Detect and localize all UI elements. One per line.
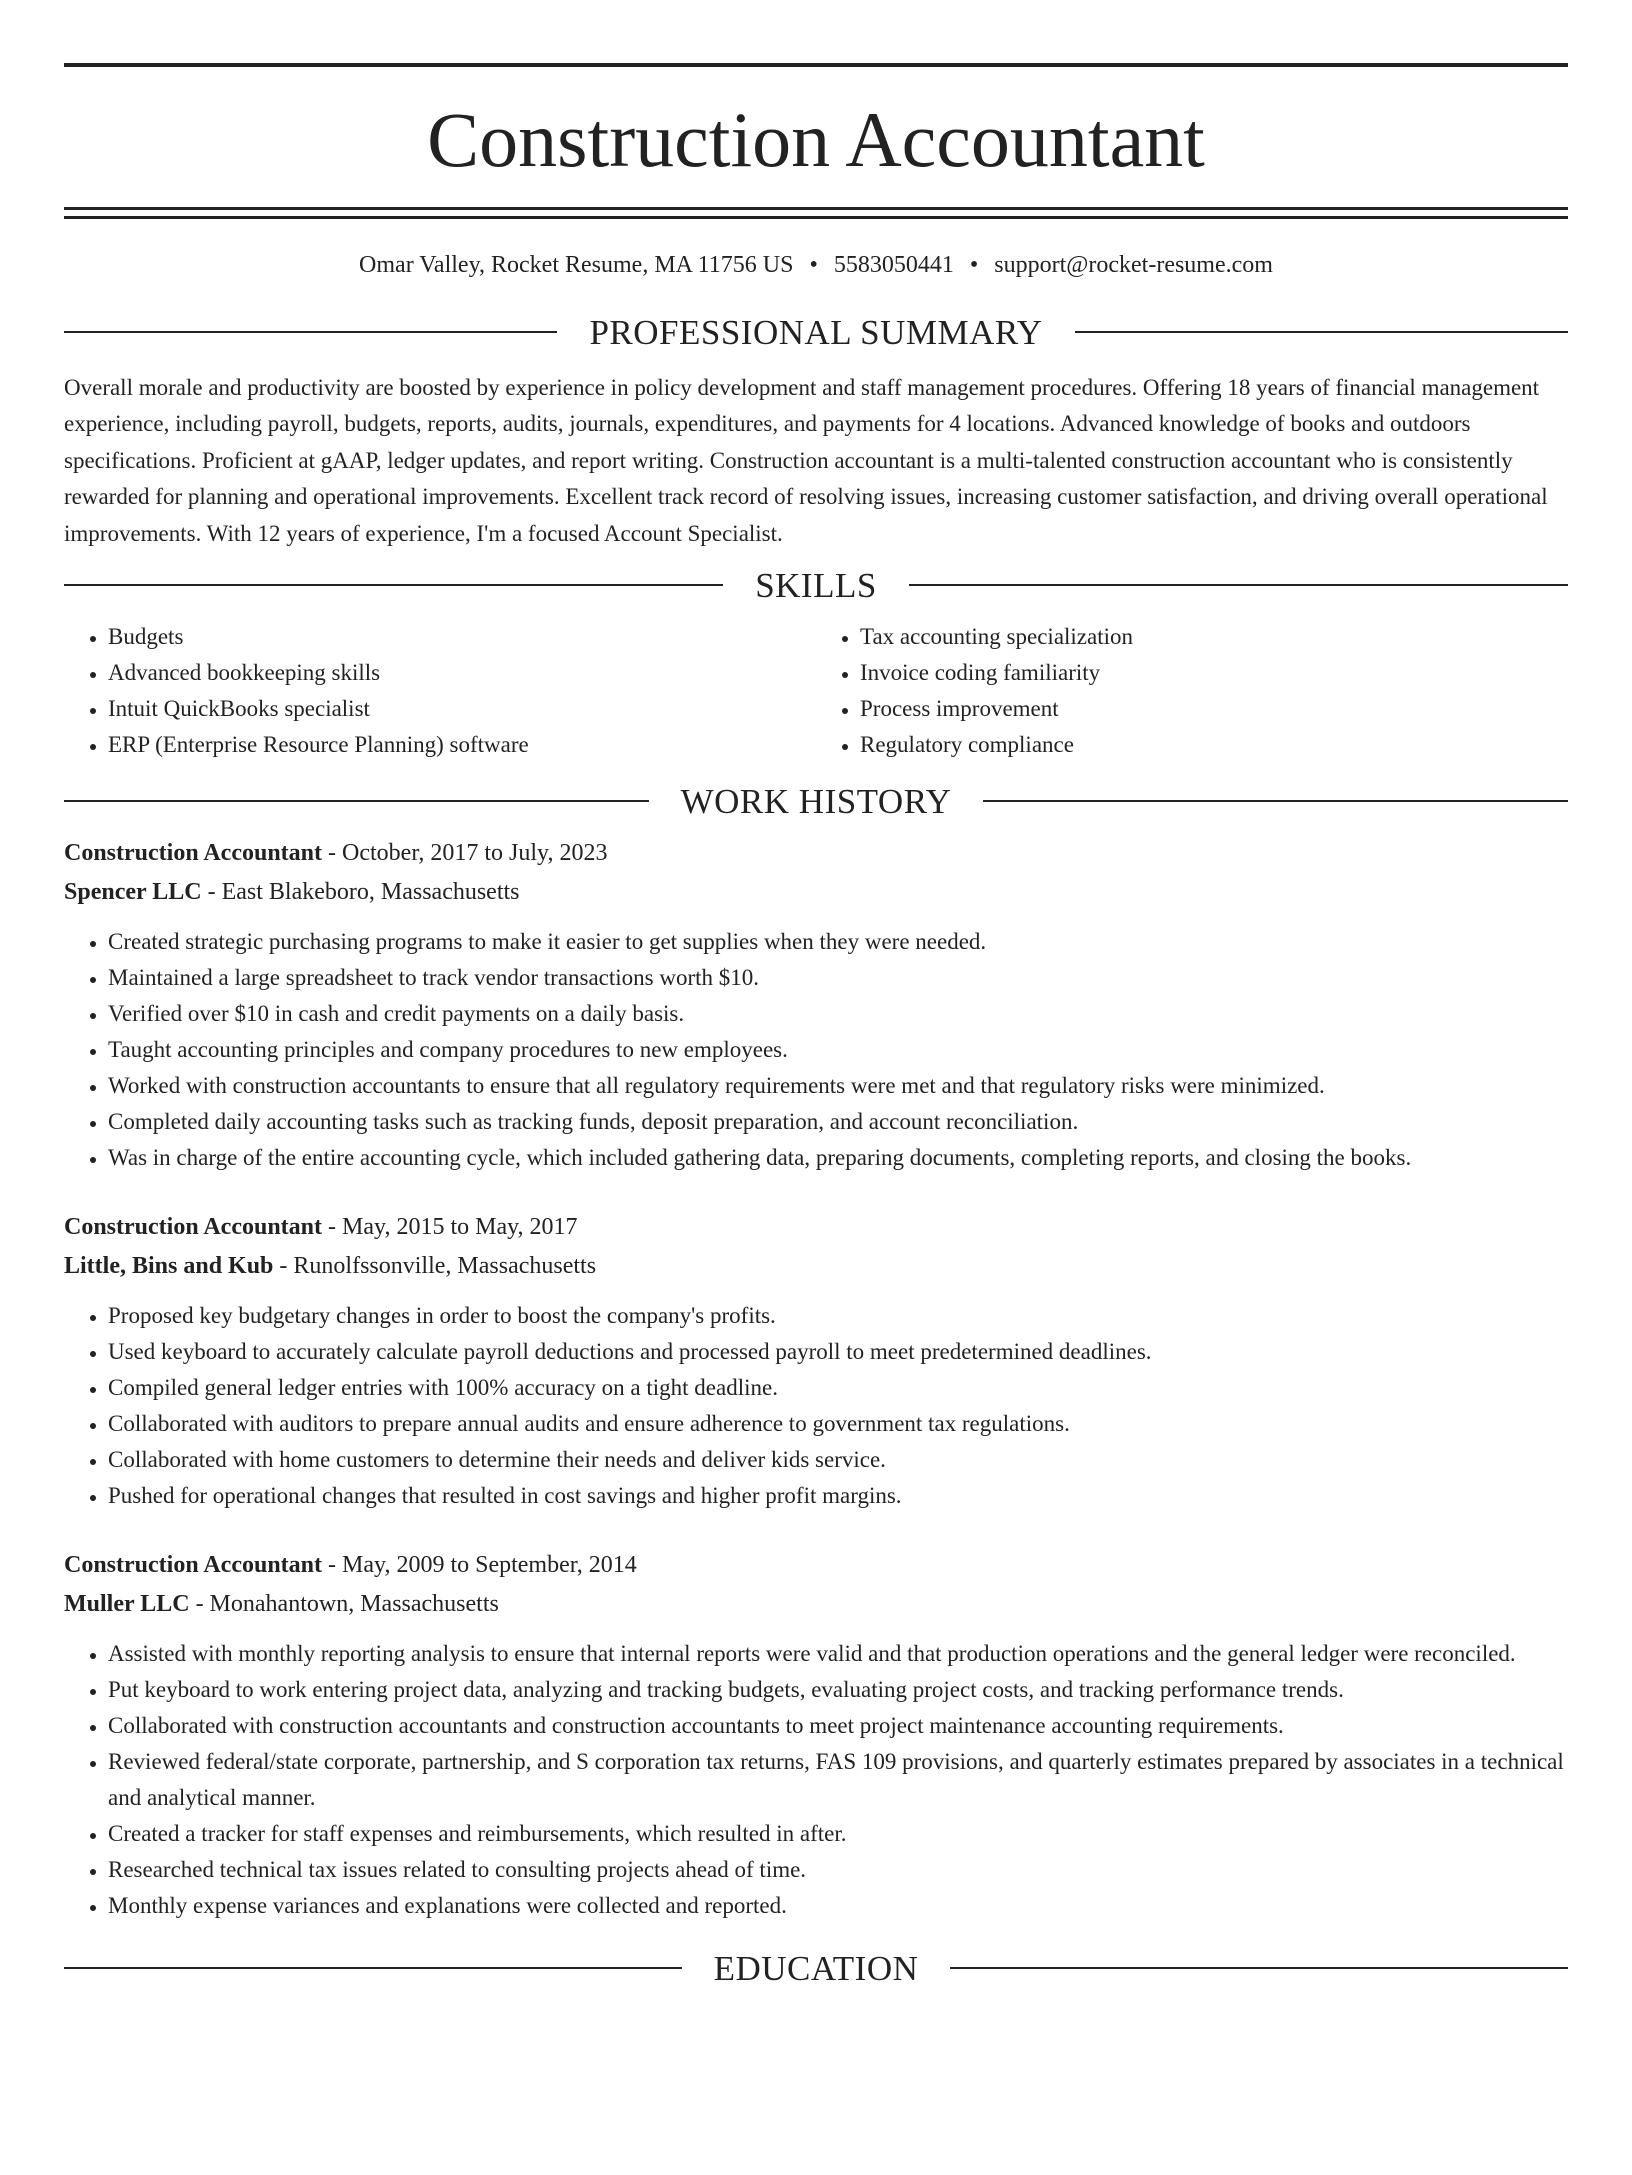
work-heading — [64, 781, 1568, 821]
job-location: - Monahantown, Massachusetts — [189, 1591, 499, 1618]
job-dates: - October, 2017 to July, 2023 — [322, 840, 608, 867]
skills-heading-label: SKILLS — [755, 565, 877, 605]
skills-column-right — [816, 619, 1568, 763]
skill-item: • Process improvement — [860, 691, 1568, 727]
job-company: Muller LLC — [64, 1591, 190, 1618]
job-company-line — [64, 1585, 1568, 1624]
job-bullet: • Created a tracker for staff expenses and reimbursements, which resulted in after. — [108, 1816, 1568, 1852]
skill-item: • Regulatory compliance — [860, 727, 1568, 763]
job-bullet: • Taught accounting principles and company procedures to new employees. — [108, 1032, 1568, 1068]
heading-rule-right — [909, 584, 1568, 586]
job-company-line — [64, 1247, 1568, 1286]
job-entry — [64, 1208, 1568, 1514]
job-bullet: • Put keyboard to work entering project data, analyzing and tracking budgets, evaluating project costs, and tracking performance trends. — [108, 1672, 1568, 1708]
summary-heading-label: PROFESSIONAL SUMMARY — [589, 312, 1043, 352]
heading-rule-right — [950, 1967, 1568, 1969]
job-company: Spencer LLC — [64, 879, 202, 906]
skill-item: • Budgets — [108, 619, 816, 655]
job-bullet: • Researched technical tax issues related to consulting projects ahead of time. — [108, 1852, 1568, 1888]
skill-item: • ERP (Enterprise Resource Planning) software — [108, 727, 816, 763]
heading-rule-left — [64, 331, 557, 333]
job-title: Construction Accountant — [64, 1214, 323, 1241]
summary-text: Overall morale and productivity are boosted by experience in policy development and staff management procedures. Offering 18 years of financial management experience, including payroll, budgets, reports, audits, journals, expenditures, and payments for 4 locations. Advanced knowledge of books and outdoors specifications. Proficient at gAAP, ledger updates, and report writing. Construction accountant is a multi-talented construction accountant who is consistently rewarded for planning and operational improvements. Excellent track record of resolving issues, increasing customer satisfaction, and driving overall operational improvements. With 12 years of experience, I'm a focused Account Specialist. — [64, 375, 1548, 546]
job-location: - East Blakeboro, Massachusetts — [201, 879, 520, 906]
education-heading-label: EDUCATION — [713, 1948, 919, 1988]
job-bullet: • Pushed for operational changes that resulted in cost savings and higher profit margins. — [108, 1478, 1568, 1514]
job-bullet: • Maintained a large spreadsheet to track vendor transactions worth $10. — [108, 960, 1568, 996]
job-entry — [64, 834, 1568, 1176]
skill-item: • Advanced bookkeeping skills — [108, 655, 816, 691]
heading-rule-left — [64, 1967, 682, 1969]
job-bullet: • Worked with construction accountants to ensure that all regulatory requirements were met and that regulatory risks were minimized. — [108, 1068, 1568, 1104]
job-title-line — [64, 834, 1568, 873]
contact-phone: 5583050441 — [833, 252, 954, 278]
job-entry — [64, 1546, 1568, 1924]
contact-address: Omar Valley, Rocket Resume, MA 11756 US — [359, 252, 794, 278]
job-bullet: • Verified over $10 in cash and credit payments on a daily basis. — [108, 996, 1568, 1032]
job-location: - Runolfssonville, Massachusetts — [273, 1253, 597, 1280]
skill-item: • Invoice coding familiarity — [860, 655, 1568, 691]
skill-item: • Tax accounting specialization — [860, 619, 1568, 655]
double-rule — [64, 207, 1568, 219]
job-company-line — [64, 873, 1568, 912]
heading-rule-right — [983, 800, 1568, 802]
summary-heading — [64, 312, 1568, 352]
contact-separator: • — [809, 252, 818, 278]
job-bullet: • Collaborated with home customers to determine their needs and deliver kids service. — [108, 1442, 1568, 1478]
job-title-line — [64, 1546, 1568, 1585]
job-title: Construction Accountant — [64, 840, 323, 867]
job-dates: - May, 2009 to September, 2014 — [322, 1552, 637, 1579]
job-title: Construction Accountant — [64, 1552, 323, 1579]
skills-list — [64, 619, 1568, 763]
job-bullet: • Used keyboard to accurately calculate payroll deductions and processed payroll to meet predetermined deadlines. — [108, 1334, 1568, 1370]
job-company: Little, Bins and Kub — [64, 1253, 274, 1280]
job-bullet: • Completed daily accounting tasks such as tracking funds, deposit preparation, and account reconciliation. — [108, 1104, 1568, 1140]
skills-column-left — [64, 619, 816, 763]
heading-rule-right — [1075, 331, 1568, 333]
job-bullet: • Assisted with monthly reporting analysis to ensure that internal reports were valid and that production operations and the general ledger were reconciled. — [108, 1636, 1568, 1672]
top-rule — [64, 63, 1568, 67]
heading-rule-left — [64, 584, 723, 586]
job-bullets — [64, 924, 1568, 1176]
contact-email: support@rocket-resume.com — [994, 252, 1273, 278]
job-bullets — [64, 1298, 1568, 1514]
resume-page — [0, 63, 1632, 2175]
contact-separator: • — [969, 252, 979, 278]
job-bullet: • Compiled general ledger entries with 100% accuracy on a tight deadline. — [108, 1370, 1568, 1406]
job-bullet: • Collaborated with construction accountants and construction accountants to meet project maintenance accounting requirements. — [108, 1708, 1568, 1744]
job-bullet: • Proposed key budgetary changes in order to boost the company's profits. — [108, 1298, 1568, 1334]
job-title-line — [64, 1208, 1568, 1247]
heading-rule-left — [64, 800, 649, 802]
work-heading-label: WORK HISTORY — [680, 781, 952, 821]
job-dates: - May, 2015 to May, 2017 — [322, 1214, 578, 1241]
job-bullet: • Reviewed federal/state corporate, partnership, and S corporation tax returns, FAS 109 provisions, and quarterly estimates prepared by associates in a technical and analytical manner. — [108, 1744, 1568, 1816]
education-heading — [64, 1948, 1568, 1988]
skill-item: • Intuit QuickBooks specialist — [108, 691, 816, 727]
job-bullet: • Collaborated with auditors to prepare annual audits and ensure adherence to government tax regulations. — [108, 1406, 1568, 1442]
job-bullet: • Was in charge of the entire accounting cycle, which included gathering data, preparing documents, completing reports, and closing the books. — [108, 1140, 1568, 1176]
job-bullet: • Created strategic purchasing programs to make it easier to get supplies when they were needed. — [108, 924, 1568, 960]
job-bullets — [64, 1636, 1568, 1924]
skills-heading — [64, 565, 1568, 605]
contact-line — [64, 253, 1568, 277]
job-bullet: • Monthly expense variances and explanations were collected and reported. — [108, 1888, 1568, 1924]
resume-name: Construction Accountant — [427, 96, 1205, 183]
